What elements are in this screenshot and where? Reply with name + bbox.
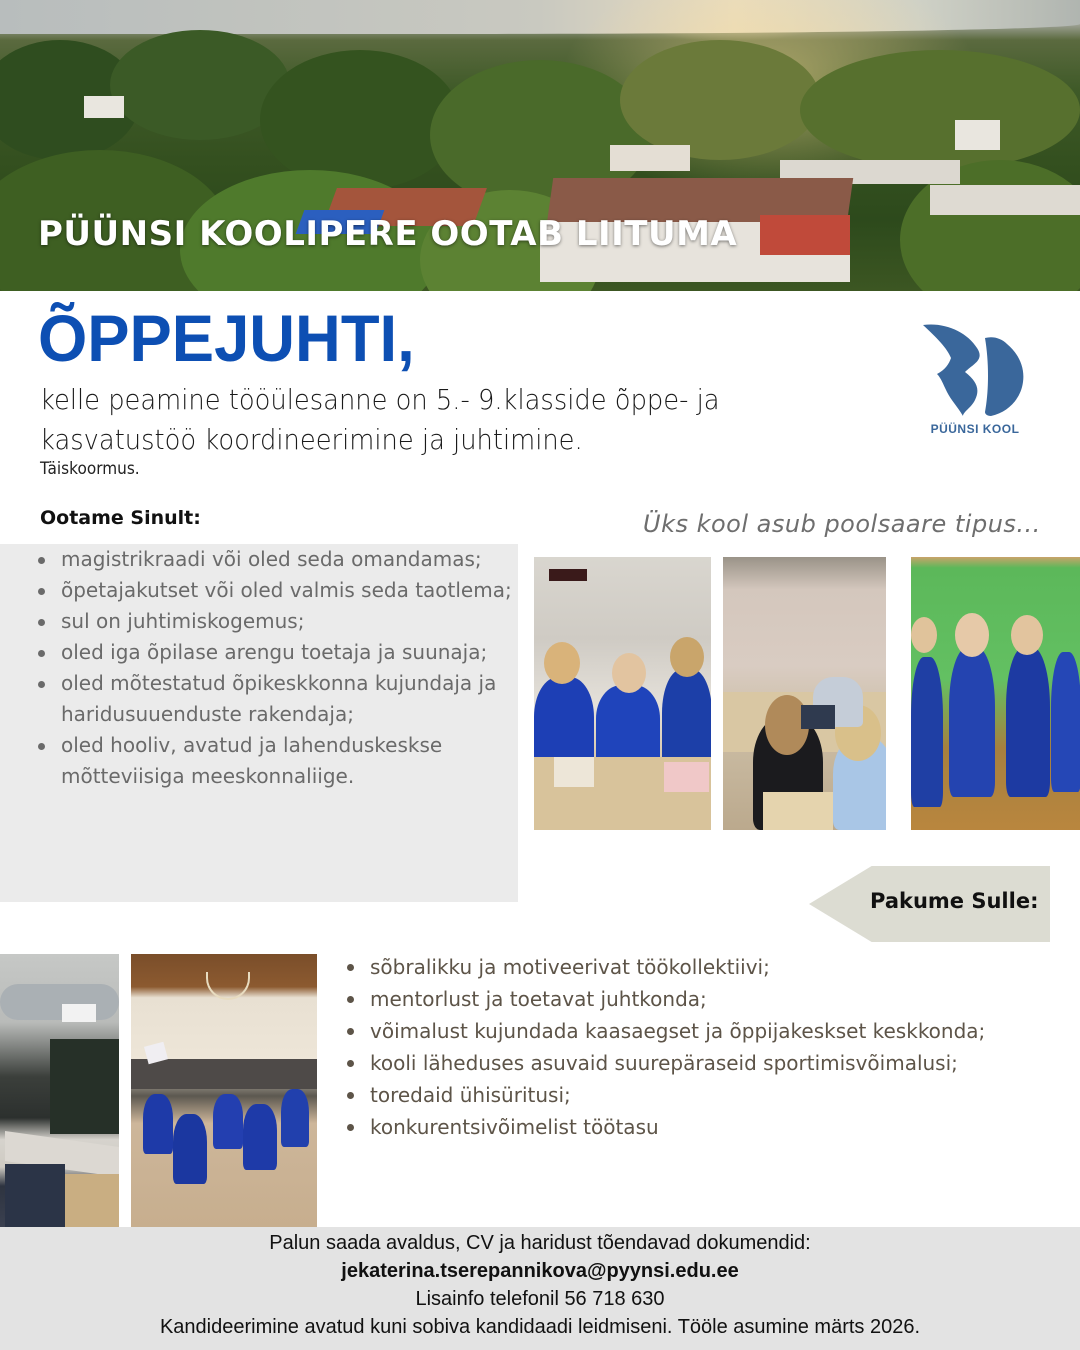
clock-display: [549, 569, 587, 581]
chalkboard-wall: [50, 1039, 119, 1134]
hero-title: PÜÜNSI KOOLIPERE OOTAB LIITUMA: [38, 214, 738, 254]
tagline: Üks kool asub poolsaare tipus...: [643, 510, 1041, 538]
hero-aerial-photo: [0, 0, 1080, 291]
list-item: oled iga õpilase arengu toetaja ja suunaja;: [34, 637, 518, 668]
job-title: ÕPPEJUHTI,: [38, 301, 415, 375]
figure-head: [1011, 615, 1043, 655]
list-item: sõbralikku ja motiveerivat töökollektiivi;: [343, 951, 1014, 983]
figure-head: [955, 613, 989, 657]
contact-footer: [0, 1227, 1080, 1350]
figure-head: [670, 637, 704, 677]
list-item: kooli läheduses asuvaid suurepäraseid sportimisvõimalusi;: [343, 1047, 1014, 1079]
figure: [213, 1094, 243, 1149]
list-item: oled mõtestatud õpikeskkonna kujundaja ja haridusuuenduste rakendaja;: [34, 668, 518, 730]
expectations-list: [34, 544, 518, 792]
photo-children-singing: [911, 557, 1080, 830]
figure: [911, 657, 943, 807]
ventilation-duct: [0, 984, 119, 1020]
chair: [763, 792, 833, 830]
photo-school-kitchen: [0, 954, 119, 1227]
house: [84, 96, 124, 118]
counter-cabinet: [5, 1164, 65, 1227]
figure: [143, 1094, 173, 1154]
offer-heading: Pakume Sulle:: [870, 889, 1039, 913]
audience: [131, 1059, 317, 1089]
list-item: konkurentsivõimelist töötasu: [343, 1111, 1014, 1143]
figure-head: [911, 617, 937, 653]
figure-head: [544, 642, 580, 684]
list-item: sul on juhtimiskogemus;: [34, 606, 518, 637]
expectations-heading: Ootame Sinult:: [40, 507, 201, 529]
projector: [62, 1004, 96, 1022]
offers-list: [343, 951, 1014, 1143]
school-logo: [915, 320, 1035, 445]
figure: [243, 1104, 277, 1170]
job-description: kelle peamine tööülesanne on 5.- 9.klasside õppe- ja kasvatustöö koordineerimine ja juhtimine.: [40, 383, 720, 456]
list-item: oled hooliv, avatud ja lahenduskeskse mõtteviisiga meeskonnaliige.: [34, 730, 518, 792]
list-item: magistrikraadi või oled seda omandamas;: [34, 544, 518, 575]
figure: [1051, 652, 1080, 792]
laptop: [801, 705, 835, 729]
tree: [260, 50, 460, 190]
figure: [281, 1089, 309, 1147]
photo-students-in-hallway: [534, 557, 711, 830]
house: [610, 145, 690, 171]
figure: [173, 1114, 207, 1184]
expectations-box: [0, 544, 518, 902]
school-roof-red: [760, 215, 850, 255]
puunsi-kool-logo-icon: [915, 320, 1035, 420]
photo-students-with-laptops: [723, 557, 886, 830]
logo-text: PÜÜNSI KOOL: [930, 422, 1020, 436]
chandelier: [206, 972, 250, 1000]
house: [955, 120, 1000, 150]
list-item: õpetajakutset või oled valmis seda taotlema;: [34, 575, 518, 606]
tree: [620, 40, 820, 160]
drawers: [65, 1174, 119, 1227]
package: [664, 762, 709, 792]
apply-instructions: Palun saada avaldus, CV ja haridust tõendavad dokumendid:: [269, 1232, 811, 1254]
contact-email[interactable]: jekaterina.tserepannikova@pyynsi.edu.ee: [341, 1260, 739, 1282]
package: [554, 757, 594, 787]
job-workload: Täiskoormus.: [40, 459, 140, 479]
application-deadline: Kandideerimine avatud kuni sobiva kandidaadi leidmiseni. Tööle asumine märts 2026.: [159, 1316, 921, 1338]
house: [930, 185, 1080, 215]
list-item: võimalust kujundada kaasaegset ja õppijakeskset keskkonda;: [343, 1015, 1014, 1047]
photo-children-dancing: [131, 954, 317, 1227]
list-item: mentorlust ja toetavat juhtkonda;: [343, 983, 1014, 1015]
figure-head: [612, 653, 646, 693]
contact-phone: Lisainfo telefonil 56 718 630: [415, 1288, 665, 1310]
list-item: toredaid ühisüritusi;: [343, 1079, 1014, 1111]
tree: [800, 50, 1080, 170]
figure: [949, 647, 995, 797]
figure: [1006, 647, 1050, 797]
